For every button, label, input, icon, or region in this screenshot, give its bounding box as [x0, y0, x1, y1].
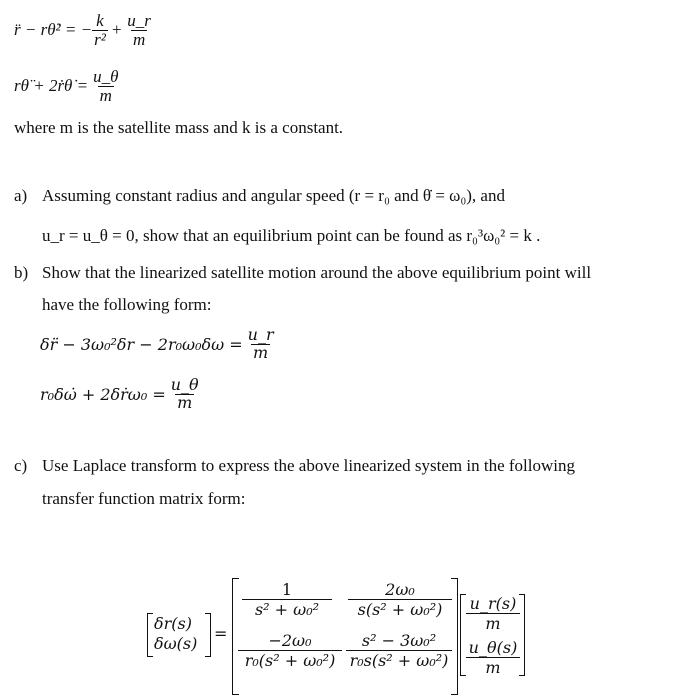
a12-denominator: s(s² + ω₀²) [348, 599, 452, 619]
a21-denominator: r₀(s² + ω₀²) [238, 650, 342, 670]
vector-right-bracket [519, 594, 525, 676]
fraction-numerator: u_θ [93, 66, 119, 86]
vector-bottom-denominator: m [466, 657, 520, 677]
fraction-numerator: u_r [247, 324, 274, 344]
vector-top-denominator: m [466, 613, 520, 633]
linearized-eq1-lhs: δr̈ − 3ω₀²δr − 2r₀ω₀δω = [40, 334, 243, 354]
matrix-a21 [238, 631, 342, 670]
lhs-right-bracket [205, 613, 211, 657]
a21-numerator: −2ω₀ [268, 631, 312, 650]
a22-numerator: s² − 3ω₀² [361, 631, 437, 650]
part-b-label: b) [14, 263, 29, 282]
lhs-bottom: δω(s) [154, 634, 198, 653]
part-c-line1: Use Laplace transform to express the above linearized system in the following [42, 456, 575, 475]
plus-sign: + [110, 20, 123, 39]
matrix-a22 [346, 631, 452, 670]
part-a-label: a) [14, 186, 28, 205]
equation-radial-lhs: r̈ − rθ̇² = − [14, 20, 93, 39]
fraction-denominator: r² [94, 29, 106, 49]
part-c-label: c) [14, 456, 28, 475]
equals-sign: = [214, 624, 228, 643]
matrix-right-bracket [451, 578, 458, 695]
fraction-denominator: m [253, 342, 269, 362]
vector-bottom [466, 638, 520, 677]
vector-bottom-numerator: u_θ(s) [468, 638, 518, 657]
a22-denominator: r₀s(s² + ω₀²) [346, 650, 452, 670]
part-b-line2: have the following form: [42, 295, 212, 314]
equation-tangential-lhs: rθ̈ + 2ṙθ̇ = [14, 76, 89, 95]
linearized-eq2-lhs: r₀δω̇ + 2δṙω₀ = [40, 384, 166, 404]
where-text: where m is the satellite mass and k is a constant. [14, 118, 344, 137]
matrix-a12 [348, 580, 452, 619]
part-b-line1: Show that the linearized satellite motion around the above equilibrium point will [42, 263, 592, 282]
vector-top [466, 594, 520, 633]
fraction-numerator: u_r [127, 10, 151, 30]
fraction-numerator: u_θ [170, 374, 199, 394]
fraction-numerator: k [96, 10, 104, 30]
a11-denominator: s² + ω₀² [242, 599, 332, 619]
lhs-left-bracket [147, 613, 153, 657]
vector-top-numerator: u_r(s) [469, 594, 517, 613]
fraction-denominator: m [132, 29, 146, 49]
part-c-line2: transfer function matrix form: [42, 489, 246, 508]
lhs-top: δr(s) [154, 614, 192, 633]
fraction-denominator: m [99, 85, 112, 105]
part-a-line2: u_r = u_θ = 0, show that an equilibrium point can be found as r₀³ω₀² = k . [42, 226, 541, 245]
matrix-a11 [242, 580, 332, 619]
fraction-denominator: m [177, 392, 193, 412]
a11-numerator: 1 [281, 580, 293, 599]
a12-numerator: 2ω₀ [385, 580, 415, 599]
part-a-line1: Assuming constant radius and angular speed (r = r₀ and θ̇ = ω₀), and [42, 186, 505, 205]
